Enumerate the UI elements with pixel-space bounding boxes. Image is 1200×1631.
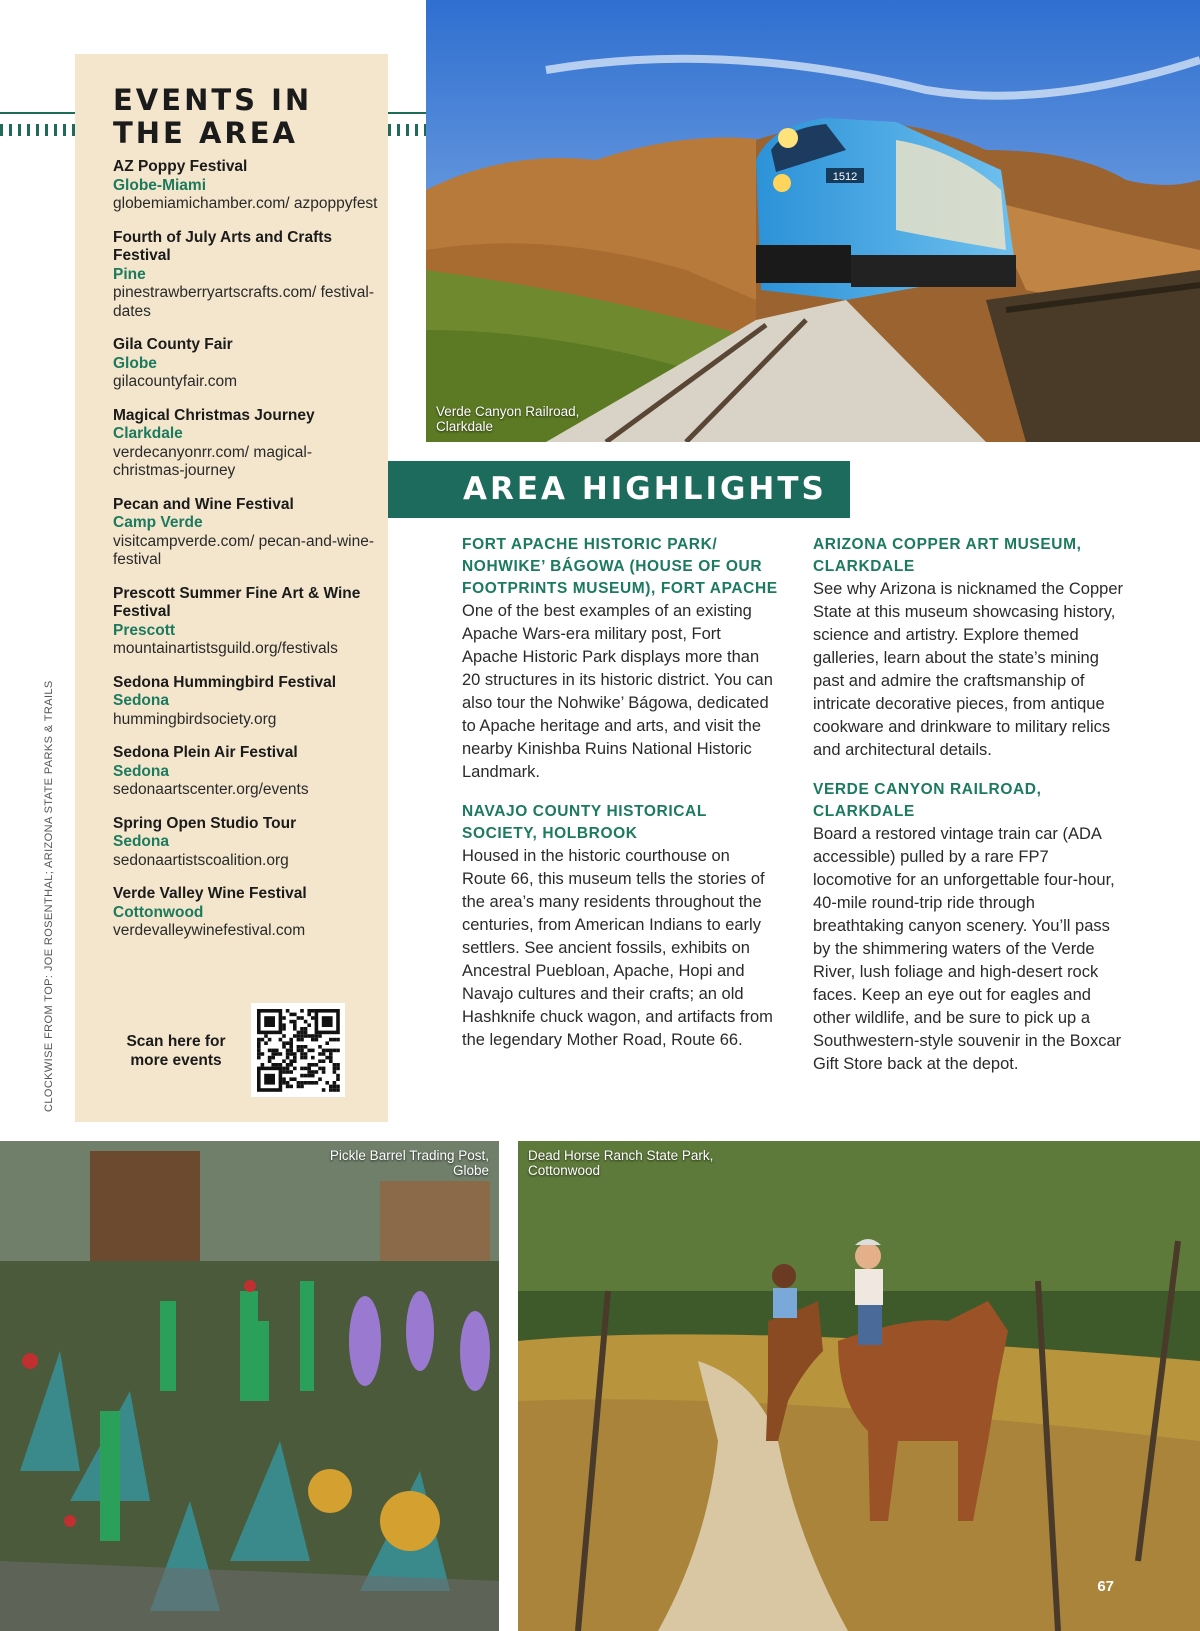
event-item	[113, 496, 383, 570]
event-url[interactable]: sedonaartscenter.org/events	[113, 781, 309, 798]
event-url[interactable]: hummingbirdsociety.org	[113, 710, 277, 728]
event-item	[113, 744, 383, 800]
event-url[interactable]: gilacountyfair.com	[113, 373, 238, 390]
event-url[interactable]: verdevalleywinefestival.com	[113, 922, 306, 939]
event-item	[113, 336, 383, 392]
event-name: Gila County Fair	[113, 336, 233, 353]
event-location: Sedona	[113, 762, 169, 780]
event-url[interactable]: globemiamichamber.com/ azpoppyfest	[113, 195, 378, 212]
ornament-border-right	[388, 112, 426, 138]
event-name: Fourth of July Arts and Crafts Festival	[113, 228, 333, 264]
highlights-banner	[388, 461, 850, 518]
event-location: Globe-Miami	[113, 176, 207, 194]
trading-post-caption: Pickle Barrel Trading Post, Globe	[329, 1148, 489, 1178]
ornament-border-left	[0, 112, 75, 138]
events-panel	[75, 54, 388, 1122]
event-item	[113, 158, 383, 214]
event-location: Sedona	[113, 833, 169, 850]
event-location: Clarkdale	[113, 425, 183, 442]
event-url[interactable]: sedonaartistscoalition.org	[113, 851, 289, 869]
event-item	[113, 407, 383, 481]
highlight-heading: NAVAJO COUNTY HISTORICAL SOCIETY, HOLBROOK	[462, 803, 707, 842]
highlight-heading: FORT APACHE HISTORIC PARK/ NOHWIKE’ BÁGOWA (HOUSE OF OUR FOOTPRINTS MUSEUM), FORT APACHE	[462, 536, 778, 597]
event-location: Sedona	[113, 692, 169, 709]
event-name: Verde Valley Wine Festival	[113, 885, 307, 902]
highlight-body: Housed in the historic courthouse on Route 66, this museum tells the stories of the area’s many residents throughout the centuries, from American Indians to early settlers. See ancient fossils, exhibits on Ancestral Puebloan, Apache, Hopi and Navajo cultures and their crafts; an old Hashknife chuck wagon, and artifacts from the legendary Mother Road, Route 66.	[462, 847, 773, 1049]
event-item	[113, 885, 383, 941]
event-name: Pecan and Wine Festival	[113, 495, 294, 513]
photo-credit: CLOCKWISE FROM TOP: JOE ROSENTHAL; ARIZONA STATE PARKS & TRAILS	[43, 680, 55, 1112]
trading-post-photo	[0, 1141, 499, 1631]
scan-text: Scan here for more events	[126, 1033, 226, 1069]
ranch-caption: Dead Horse Ranch State Park, Cottonwood	[528, 1148, 714, 1178]
highlight-body: See why Arizona is nicknamed the Copper State at this museum showcasing history, science and artistry. Explore themed galleries, learn about the state’s mining past and admire the craftsmanship of intricate decorative pieces, from antique cookware and drinkware to military relics and architectural details.	[813, 580, 1124, 759]
event-url[interactable]: pinestrawberryartscrafts.com/ festival-dates	[113, 284, 374, 320]
event-name: Spring Open Studio Tour	[113, 814, 297, 832]
event-name: Prescott Summer Fine Art & Wine Festival	[113, 584, 361, 620]
highlight-heading: ARIZONA COPPER ART MUSEUM, CLARKDALE	[813, 536, 1082, 575]
event-location: Prescott	[113, 621, 176, 639]
event-name: AZ Poppy Festival	[113, 158, 248, 175]
ranch-photo	[518, 1141, 1200, 1631]
train-caption: Verde Canyon Railroad, Clarkdale	[436, 404, 580, 434]
event-name: Magical Christmas Journey	[113, 406, 315, 424]
highlights-column-right	[813, 534, 1129, 1093]
event-item	[113, 585, 383, 659]
highlight-body: Board a restored vintage train car (ADA accessible) pulled by a rare FP7 locomotive for an unforgettable four-hour, 40-mile round-trip ride through breathtaking canyon scenery. You’ll pass by the shimmering waters of the Verde River, lush foliage and high-desert rock faces. Keep an eye out for eagles and other wildlife, and be sure to pick up a Southwestern-style souvenir in the Boxcar Gift Store back at the depot.	[813, 825, 1122, 1073]
qr-code-icon[interactable]	[251, 1003, 345, 1097]
events-list	[113, 158, 383, 956]
event-url[interactable]: mountainartistsguild.org/festivals	[113, 640, 338, 657]
train-photo	[426, 0, 1200, 442]
event-item	[113, 229, 383, 322]
events-title: EVENTS IN THE AREA	[113, 83, 313, 150]
event-location: Globe	[113, 354, 157, 372]
event-location: Camp Verde	[113, 514, 203, 531]
highlights-title: AREA HIGHLIGHTS	[463, 471, 827, 507]
event-item	[113, 674, 383, 730]
event-url[interactable]: visitcampverde.com/ pecan-and-wine-festival	[113, 532, 375, 568]
highlights-column-left	[462, 534, 778, 1069]
page-number: 67	[1097, 1578, 1114, 1595]
event-location: Cottonwood	[113, 903, 204, 921]
highlight-heading: VERDE CANYON RAILROAD, CLARKDALE	[813, 781, 1042, 820]
event-location: Pine	[113, 265, 146, 283]
event-item	[113, 815, 383, 871]
event-url[interactable]: verdecanyonrr.com/ magical-christmas-journey	[113, 443, 312, 479]
highlight-body: One of the best examples of an existing Apache Wars-era military post, Fort Apache Historic Park displays more than 20 structures in its historic district. You can also tour the Nohwike’ Bágowa, dedicated to Apache heritage and arts, and visit the nearby Kinishba Ruins National Historic Landmark.	[462, 602, 773, 781]
event-name: Sedona Hummingbird Festival	[113, 673, 337, 691]
event-name: Sedona Plein Air Festival	[113, 744, 298, 761]
engine-number: 1512	[832, 171, 858, 183]
